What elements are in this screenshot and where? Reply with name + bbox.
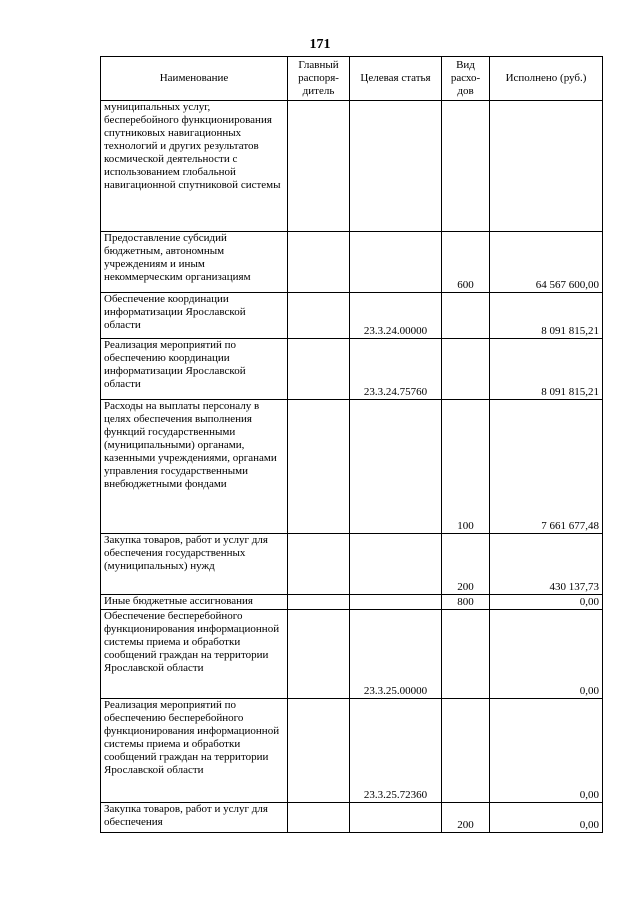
row-target-article: [350, 534, 442, 595]
header-chief-administrator: Главный распоря-дитель: [288, 57, 350, 101]
table-row: [101, 610, 603, 699]
row-chief-administrator: [288, 232, 350, 293]
row-name: Предоставление субсидий бюджетным, автономным учреждениям и иным некоммерческим организациям: [101, 232, 288, 293]
row-name: Реализация мероприятий по обеспечению бесперебойного функционирования информационной системы приема и обработки сообщений граждан на территории Ярославской области: [101, 699, 288, 803]
row-executed-amount: 0,00: [490, 699, 603, 803]
row-name: муниципальных услуг, бесперебойного функционирования спутниковых навигационных технологий и других результатов космической деятельности с использованием глобальной навигационной спутниковой системы: [101, 101, 288, 232]
row-chief-administrator: [288, 610, 350, 699]
row-executed-amount: 7 661 677,48: [490, 400, 603, 534]
row-expense-type: 100: [442, 400, 490, 534]
row-expense-type: [442, 293, 490, 339]
row-name: Реализация мероприятий по обеспечению координации информатизации Ярославской области: [101, 339, 288, 400]
row-chief-administrator: [288, 339, 350, 400]
row-chief-administrator: [288, 400, 350, 534]
row-target-article: [350, 595, 442, 610]
table-row: [101, 803, 603, 833]
row-executed-amount: 8 091 815,21: [490, 339, 603, 400]
row-expense-type: [442, 610, 490, 699]
row-chief-administrator: [288, 293, 350, 339]
header-target-article: Целевая статья: [350, 57, 442, 101]
row-executed-amount: 0,00: [490, 803, 603, 833]
header-expense-type: Вид расхо-дов: [442, 57, 490, 101]
row-executed-amount: 0,00: [490, 595, 603, 610]
row-name: Закупка товаров, работ и услуг для обеспечения государственных (муниципальных) нужд: [101, 534, 288, 595]
table-header: [101, 57, 603, 101]
row-target-article: 23.3.25.72360: [350, 699, 442, 803]
row-chief-administrator: [288, 595, 350, 610]
row-expense-type: 200: [442, 803, 490, 833]
row-expense-type: 200: [442, 534, 490, 595]
row-target-article: 23.3.24.75760: [350, 339, 442, 400]
row-target-article: [350, 101, 442, 232]
row-name: Обеспечение координации информатизации Ярославской области: [101, 293, 288, 339]
row-executed-amount: 64 567 600,00: [490, 232, 603, 293]
table-row: [101, 699, 603, 803]
row-executed-amount: [490, 101, 603, 232]
row-expense-type: [442, 699, 490, 803]
table-row: [101, 400, 603, 534]
row-target-article: [350, 400, 442, 534]
row-expense-type: 600: [442, 232, 490, 293]
table-row: [101, 101, 603, 232]
table-row: [101, 339, 603, 400]
row-name: Закупка товаров, работ и услуг для обеспечения: [101, 803, 288, 833]
table-body: [101, 101, 603, 833]
row-name: Иные бюджетные ассигнования: [101, 595, 288, 610]
row-name: Обеспечение бесперебойного функционирования информационной системы приема и обработки сообщений граждан на территории Ярославской области: [101, 610, 288, 699]
row-chief-administrator: [288, 803, 350, 833]
row-target-article: 23.3.25.00000: [350, 610, 442, 699]
page-number: 171: [309, 37, 331, 52]
table-row: [101, 534, 603, 595]
row-expense-type: [442, 339, 490, 400]
header-name: Наименование: [101, 57, 288, 101]
row-expense-type: 800: [442, 595, 490, 610]
header-row: [101, 57, 603, 101]
row-executed-amount: 0,00: [490, 610, 603, 699]
row-executed-amount: 430 137,73: [490, 534, 603, 595]
row-target-article: [350, 232, 442, 293]
row-name: Расходы на выплаты персоналу в целях обеспечения выполнения функций государственными (муниципальными) органами, казенными учреждениями, органами управления государственными внебюджетными фондами: [101, 400, 288, 534]
row-chief-administrator: [288, 101, 350, 232]
row-chief-administrator: [288, 534, 350, 595]
row-target-article: 23.3.24.00000: [350, 293, 442, 339]
table-row: [101, 232, 603, 293]
header-executed-amount: Исполнено (руб.): [490, 57, 603, 101]
table-row: [101, 595, 603, 610]
row-target-article: [350, 803, 442, 833]
row-chief-administrator: [288, 699, 350, 803]
row-expense-type: [442, 101, 490, 232]
budget-execution-table: [100, 56, 603, 833]
table-row: [101, 293, 603, 339]
row-executed-amount: 8 091 815,21: [490, 293, 603, 339]
